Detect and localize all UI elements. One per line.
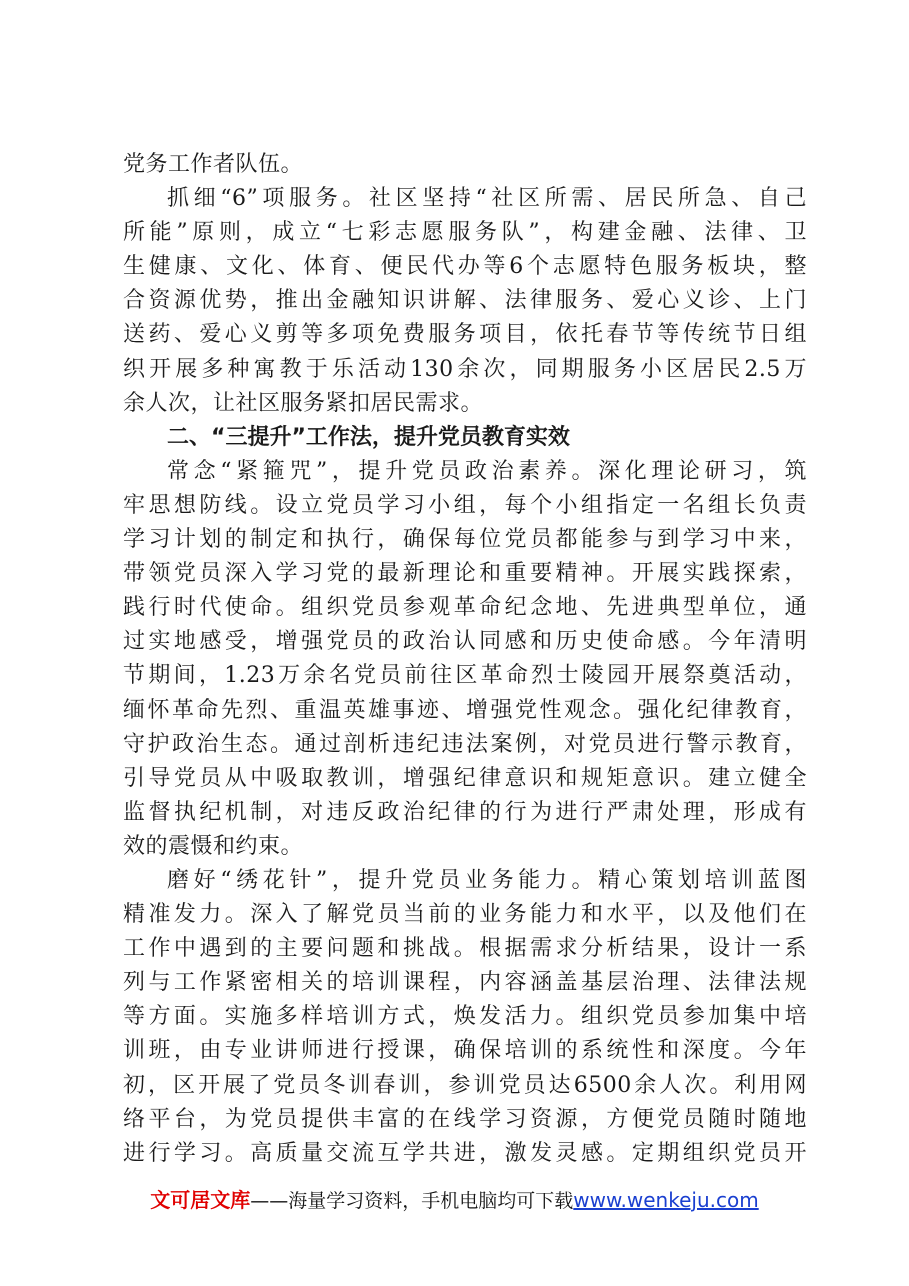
paragraph-line: 精准发力。深入了解党员当前的业务能力和水平，以及他们在	[123, 902, 807, 928]
paragraph-line: 训班，由专业讲师进行授课，确保培训的系统性和深度。今年	[123, 1038, 807, 1064]
paragraph-line: 带领党员深入学习党的最新理论和重要精神。开展实践探索，	[123, 561, 807, 587]
paragraph-line: 抓细“6”项服务。社区坚持“社区所需、居民所急、自己	[167, 186, 807, 212]
paragraph-line: 效的震慑和约束。	[123, 833, 304, 859]
paragraph-line: 送药、爱心义剪等多项免费服务项目，依托春节等传统节日组	[123, 322, 807, 348]
paragraph-line: 进行学习。高质量交流互学共进，激发灵感。定期组织党员开	[123, 1140, 807, 1166]
paragraph-line: 守护政治生态。通过剖析违纪违法案例，对党员进行警示教育，	[123, 731, 807, 757]
paragraph-line: 节期间，1.23万余名党员前往区革命烈士陵园开展祭奠活动，	[123, 663, 807, 689]
paragraph-line: 监督执纪机制，对违反政治纪律的行为进行严肃处理，形成有	[123, 799, 807, 825]
paragraph-line: 列与工作紧密相关的培训课程，内容涵盖基层治理、法律法规	[123, 970, 807, 996]
paragraph-line: 初，区开展了党员冬训春训，参训党员达6500余人次。利用网	[123, 1072, 807, 1098]
paragraph-line: 缅怀革命先烈、重温英雄事迹、增强党性观念。强化纪律教育，	[123, 697, 807, 723]
paragraph-line: 工作中遇到的主要问题和挑战。根据需求分析结果，设计一系	[123, 936, 807, 962]
paragraph-line: 织开展多种寓教于乐活动130余次，同期服务小区居民2.5万	[123, 356, 807, 382]
paragraph-line: 引导党员从中吸取教训，增强纪律意识和规矩意识。建立健全	[123, 765, 807, 791]
paragraph-line: 常念“紧箍咒”，提升党员政治素养。深化理论研习，筑	[167, 458, 807, 484]
paragraph-line: 所能”原则，成立“七彩志愿服务队”，构建金融、法律、卫	[123, 220, 807, 246]
paragraph-line: 等方面。实施多样培训方式，焕发活力。组织党员参加集中培	[123, 1004, 807, 1030]
paragraph-line: 生健康、文化、体育、便民代办等6个志愿特色服务板块，整	[123, 254, 807, 280]
paragraph-line: 余人次，让社区服务紧扣居民需求。	[123, 390, 484, 416]
paragraph-line: 合资源优势，推出金融知识讲解、法律服务、爱心义诊、上门	[123, 288, 807, 314]
footer-brand: 文可居文库	[150, 1188, 251, 1212]
paragraph-line: 学习计划的制定和执行，确保每位党员都能参与到学习中来，	[123, 527, 807, 553]
paragraph-line: 过实地感受，增强党员的政治认同感和历史使命感。今年清明	[123, 629, 807, 655]
paragraph-line: 络平台，为党员提供丰富的在线学习资源，方便党员随时随地	[123, 1106, 807, 1132]
paragraph-line: 践行时代使命。组织党员参观革命纪念地、先进典型单位，通	[123, 595, 807, 621]
paragraph-line: 党务工作者队伍。	[123, 152, 304, 177]
footer-link[interactable]: www.wenkeju.com	[573, 1188, 759, 1212]
paragraph-line: 牢思想防线。设立党员学习小组，每个小组指定一名组长负责	[123, 492, 807, 518]
page-footer	[0, 1184, 909, 1213]
paragraph-line: 磨好“绣花针”，提升党员业务能力。精心策划培训蓝图	[167, 867, 807, 893]
document-body	[123, 148, 807, 1171]
footer-slogan: ——海量学习资料，手机电脑均可下载	[250, 1190, 574, 1212]
section-heading: 二、“三提升”工作法，提升党员教育实效	[167, 424, 570, 450]
